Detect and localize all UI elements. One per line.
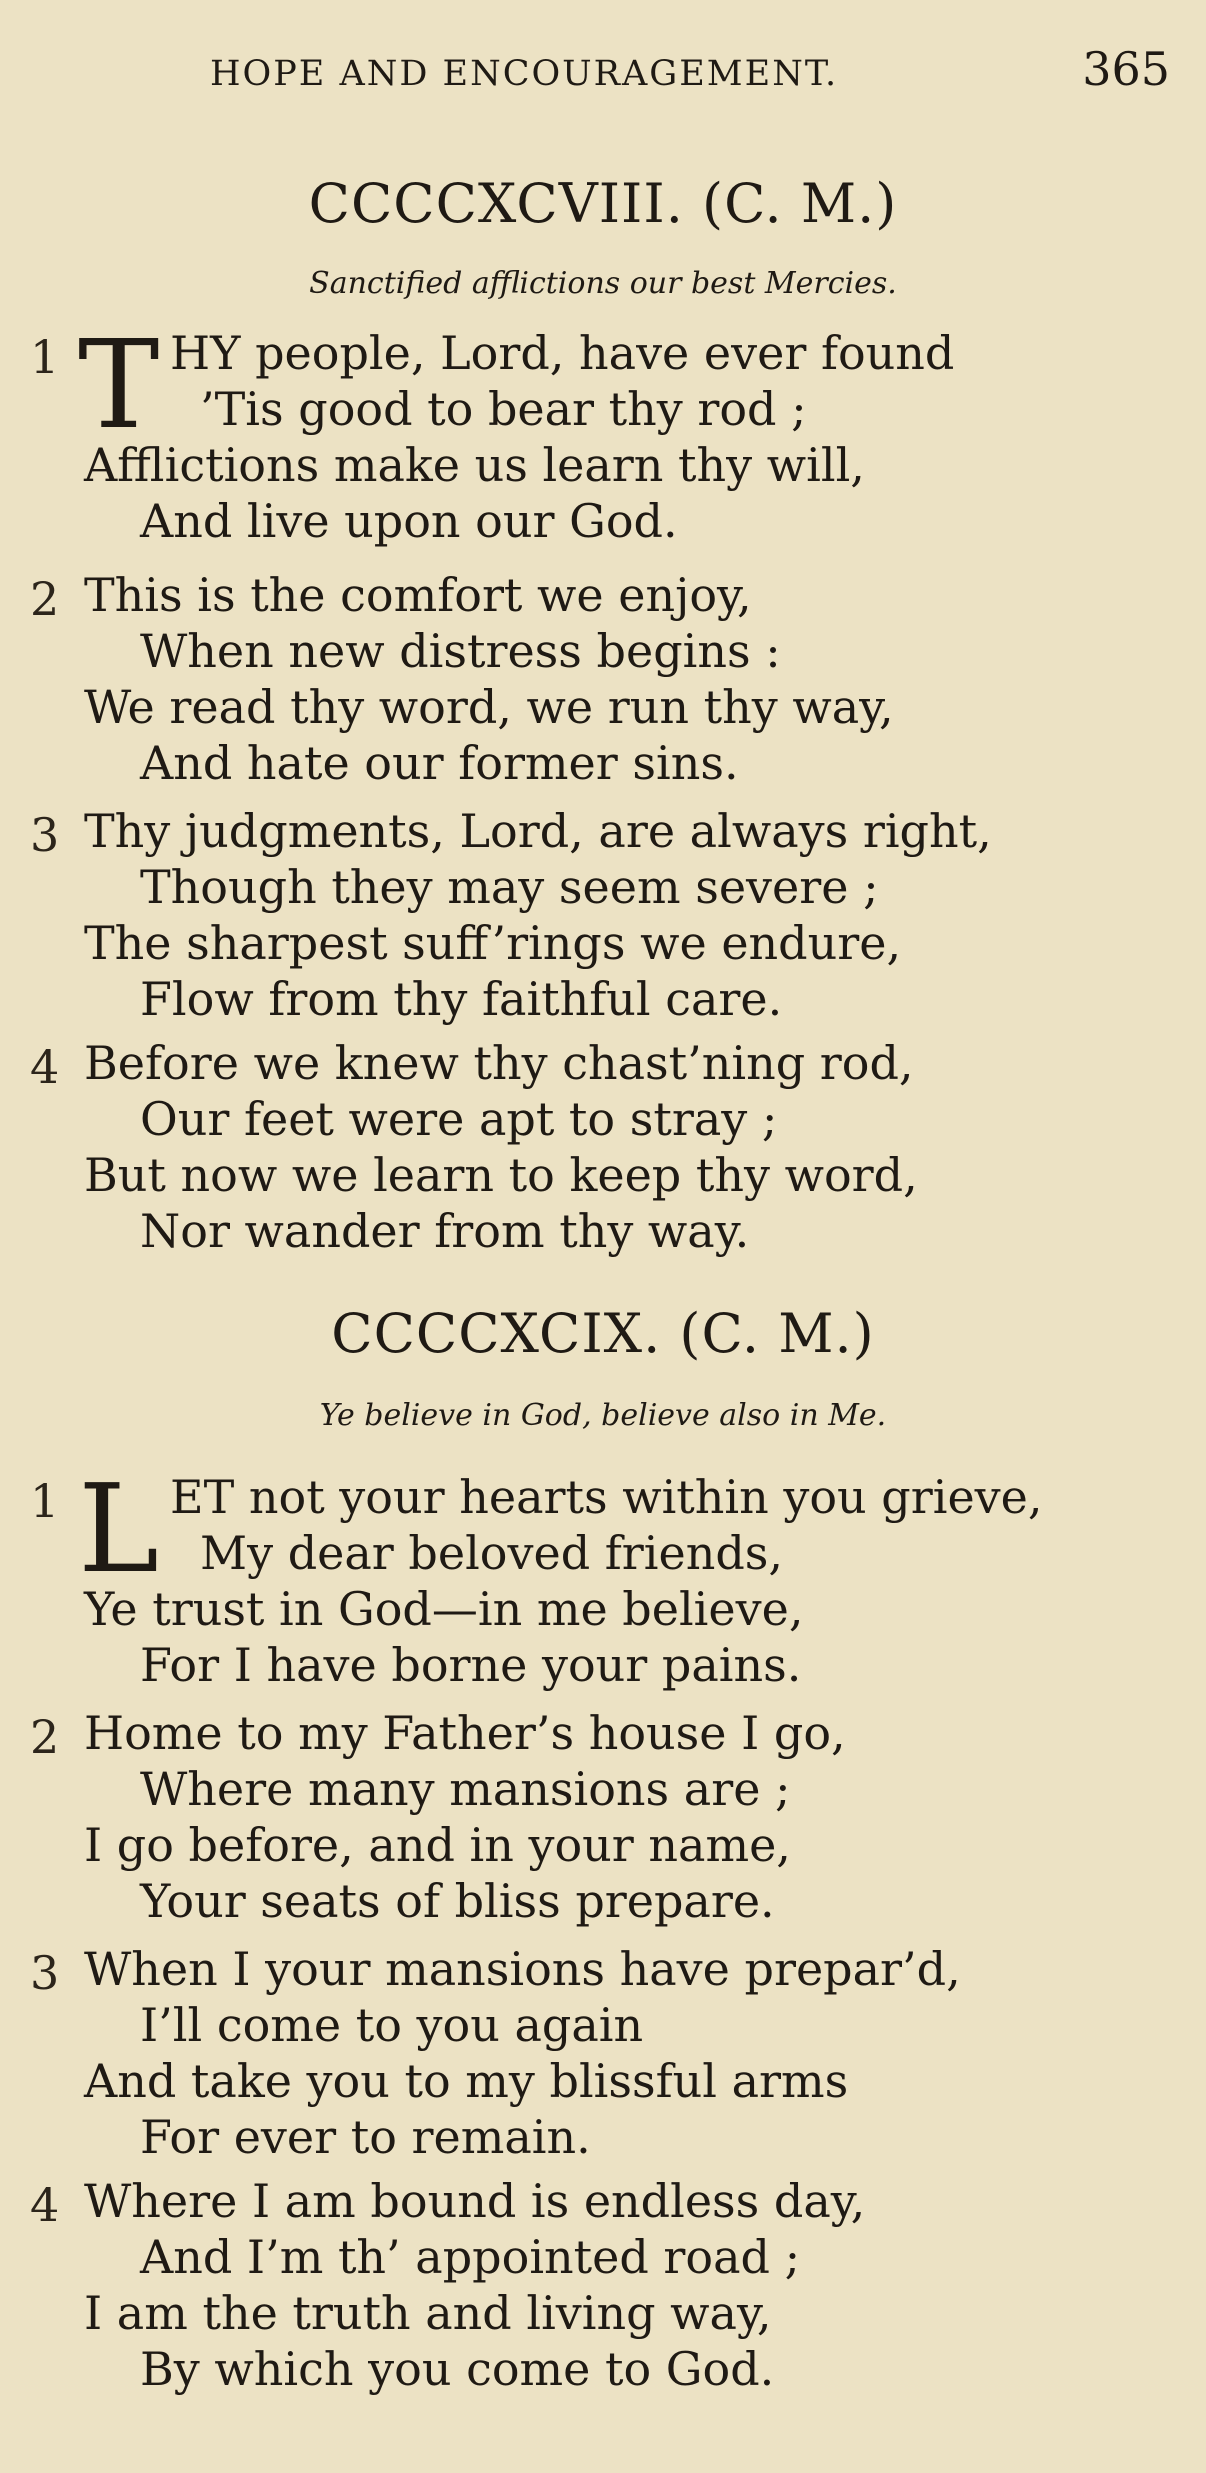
- verse-line: Though they may seem severe ;: [140, 860, 879, 914]
- page-number: 365: [1082, 42, 1170, 96]
- verse-line: We read thy word, we run thy way,: [84, 680, 894, 734]
- verse-line: I am the truth and living way,: [84, 2286, 772, 2340]
- hymn-subtitle: Ye believe in God, believe also in Me.: [319, 1398, 887, 1433]
- verse-number: 3: [30, 1946, 60, 2000]
- verse-line: Our feet were apt to stray ;: [140, 1092, 778, 1146]
- verse-line: But now we learn to keep thy word,: [84, 1148, 918, 1202]
- verse-line: For ever to remain.: [140, 2110, 591, 2164]
- verse-line: When I your mansions have prepar’d,: [84, 1942, 961, 1996]
- verse-line: The sharpest suff’rings we endure,: [84, 916, 902, 970]
- hymn-number: CCCCXCIX. (C. M.): [331, 1302, 875, 1365]
- drop-cap: L: [78, 1458, 160, 1600]
- verse-line: ’Tis good to bear thy rod ;: [200, 382, 807, 436]
- verse-line: By which you come to God.: [140, 2342, 775, 2396]
- verse-number: 1: [30, 330, 60, 384]
- verse-line: Before we knew thy chast’ning rod,: [84, 1036, 914, 1090]
- verse-line: I’ll come to you again: [140, 1998, 644, 2052]
- verse-number: 1: [30, 1474, 60, 1528]
- verse-line: And live upon our God.: [140, 494, 678, 548]
- hymn-subtitle: Sanctified afflictions our best Mercies.: [309, 266, 897, 301]
- verse-number: 2: [30, 572, 60, 626]
- verse-line: This is the comfort we enjoy,: [84, 568, 752, 622]
- verse-line: ET not your hearts within you grieve,: [170, 1470, 1043, 1524]
- verse-line: Home to my Father’s house I go,: [84, 1706, 846, 1760]
- verse-number: 4: [30, 2178, 60, 2232]
- verse-line: When new distress begins :: [140, 624, 781, 678]
- verse-line: Where I am bound is endless day,: [84, 2174, 866, 2228]
- verse-line: Thy judgments, Lord, are always right,: [84, 804, 992, 858]
- verse-number: 3: [30, 808, 60, 862]
- verse-line: For I have borne your pains.: [140, 1638, 802, 1692]
- verse-line: And I’m th’ appointed road ;: [140, 2230, 801, 2284]
- verse-line: And take you to my blissful arms: [84, 2054, 849, 2108]
- verse-line: My dear beloved friends,: [200, 1526, 784, 1580]
- hymn-number: CCCCXCVIII. (C. M.): [308, 172, 898, 235]
- verse-line: I go before, and in your name,: [84, 1818, 791, 1872]
- verse-line: Where many mansions are ;: [140, 1762, 791, 1816]
- verse-line: And hate our former sins.: [140, 736, 739, 790]
- running-head: [210, 42, 1170, 102]
- running-title: HOPE AND ENCOURAGEMENT.: [210, 54, 839, 94]
- verse-line: Ye trust in God—in me believe,: [84, 1582, 804, 1636]
- verse-line: HY people, Lord, have ever found: [170, 326, 955, 380]
- verse-line: Your seats of bliss prepare.: [140, 1874, 775, 1928]
- verse-line: Flow from thy faithful care.: [140, 972, 783, 1026]
- verse-line: Nor wander from thy way.: [140, 1204, 750, 1258]
- drop-cap: T: [78, 314, 160, 456]
- verse-number: 2: [30, 1710, 60, 1764]
- verse-number: 4: [30, 1040, 60, 1094]
- verse-line: Afflictions make us learn thy will,: [84, 438, 865, 492]
